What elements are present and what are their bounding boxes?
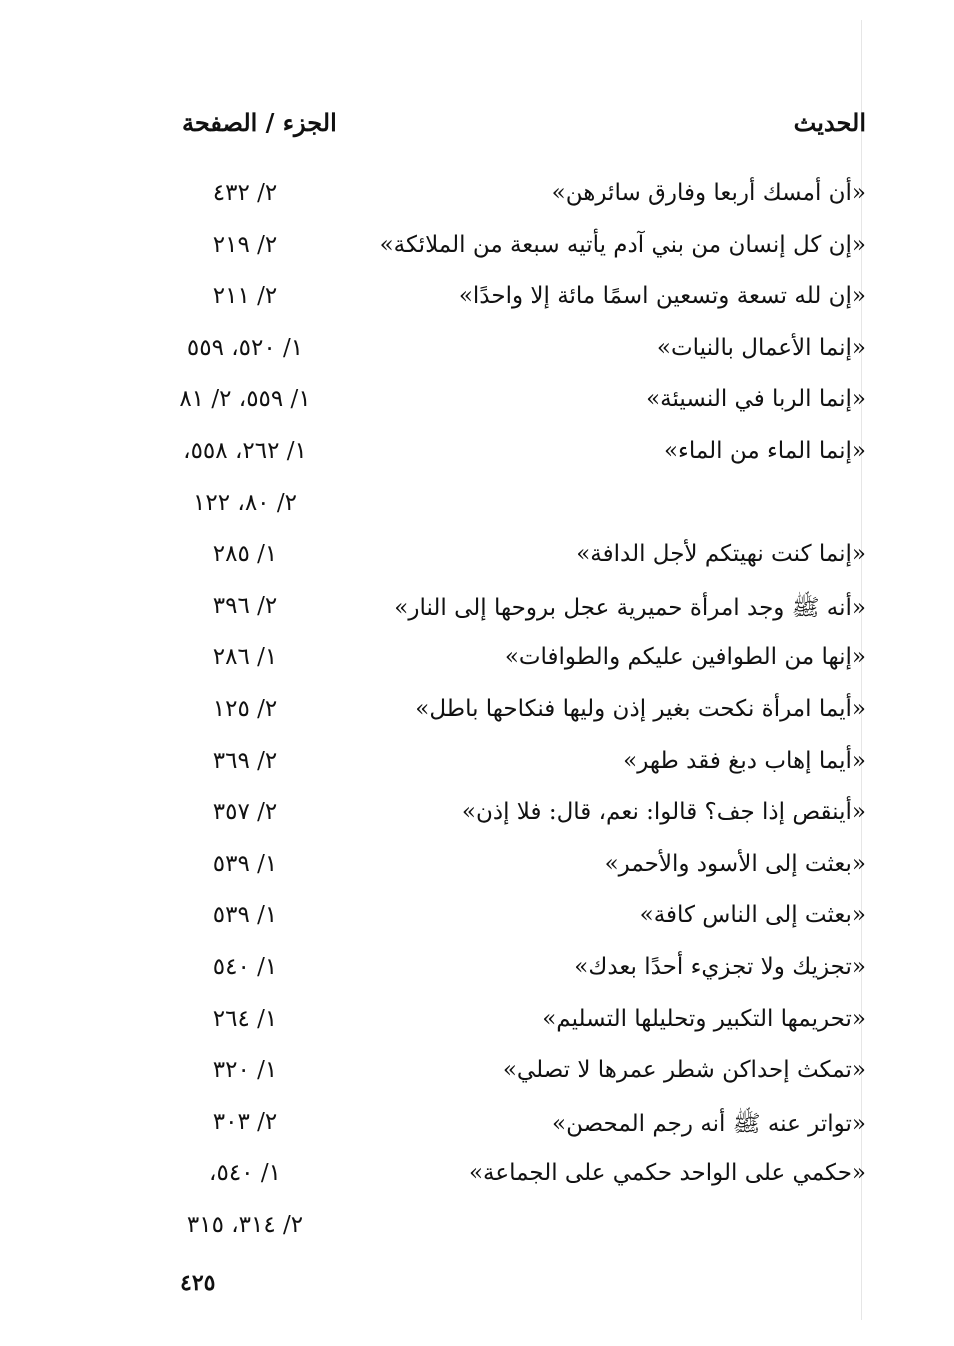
volume-page-reference: ١/ ٢٦٤	[212, 1005, 278, 1032]
hadith-text: «إنما الربا في النسيئة»	[646, 386, 866, 413]
index-row	[0, 430, 954, 482]
hadith-text: «إنما الأعمال بالنيات»	[656, 334, 866, 361]
hadith-text: «تمكث إحداكن شطر عمرها لا تصلي»	[502, 1057, 866, 1084]
index-row	[0, 275, 954, 327]
page-number: ٤٢٥	[180, 1270, 216, 1296]
index-row	[0, 224, 954, 276]
hadith-text: «إنها من الطوافين عليكم والطوافات»	[504, 644, 866, 671]
volume-page-reference: ٢/ ٢١١	[212, 283, 278, 310]
index-row	[0, 1049, 954, 1101]
volume-page-reference: ١/ ٢٨٥	[212, 541, 278, 568]
index-row	[0, 998, 954, 1050]
volume-page-reference: ٢/ ٣٩٦	[212, 592, 278, 619]
hadith-text: «أن أمسك أربعا وفارق سائرهن»	[551, 180, 866, 206]
hadith-text: «أيما إهاب دبغ فقد طهر»	[623, 747, 866, 774]
index-row	[0, 327, 954, 379]
reference-column-heading: الجزء / الصفحة	[182, 108, 337, 137]
hadith-text: «إن كل إنسان من بني آدم يأتيه سبعة من الملائكة»	[379, 231, 866, 258]
index-row	[0, 1204, 954, 1256]
index-row	[0, 791, 954, 843]
hadith-text: «بعثت إلى الأسود والأحمر»	[604, 850, 866, 877]
index-row	[0, 585, 954, 637]
volume-page-reference: ١/ ٥٥٩، ٢/ ٨١	[179, 386, 311, 413]
hadith-text: «تواتر عنه ﷺ أنه رجم المحصن»	[552, 1110, 866, 1137]
volume-page-reference: ١/ ٥٣٩	[212, 902, 278, 929]
volume-page-reference: ٢/ ٢١٩	[212, 231, 278, 258]
hadith-text: «أنه ﷺ وجد امرأة حميرية عجل بروحها إلى النار»	[394, 594, 866, 621]
volume-page-reference: ١/ ٥٤٠،	[209, 1160, 281, 1187]
index-row	[0, 894, 954, 946]
volume-page-reference: ١/ ٢٨٦	[212, 644, 278, 671]
hadith-text: «إنما الماء من الماء»	[663, 437, 866, 464]
hadith-text: «بعثت إلى الناس كافة»	[639, 902, 866, 929]
index-row	[0, 843, 954, 895]
index-row	[0, 1101, 954, 1153]
volume-page-reference: ٢/ ٣٥٧	[212, 799, 278, 826]
index-row	[0, 172, 954, 224]
volume-page-reference: ١/ ٥٣٩	[212, 850, 278, 877]
volume-page-reference: ١/ ٥٤٠	[212, 953, 278, 980]
index-row	[0, 946, 954, 998]
volume-page-reference: ١/ ٥٢٠، ٥٥٩	[186, 334, 304, 361]
volume-page-reference: ٢/ ٣٦٩	[212, 747, 278, 774]
index-row	[0, 533, 954, 585]
hadith-text: «إنما كنت نهيتكم لأجل الدافة»	[576, 541, 866, 568]
index-row	[0, 688, 954, 740]
volume-page-reference: ٢/ ٤٣٢	[212, 180, 278, 206]
volume-page-reference: ٢/ ٣٠٣	[212, 1108, 278, 1135]
hadith-index-list	[0, 172, 954, 1255]
volume-page-reference: ١/ ٢٦٢، ٥٥٨،	[183, 437, 307, 464]
volume-page-reference: ٢/ ١٢٥	[212, 695, 278, 722]
hadith-text: «إن لله تسعة وتسعين اسمًا مائة إلا واحدًا»	[458, 283, 866, 310]
hadith-text: «أينقص إذا جف؟ قالوا: نعم، قال: فلا إذن»	[461, 799, 866, 826]
index-row	[0, 1152, 954, 1204]
hadith-text: «تحريمها التكبير وتحليلها التسليم»	[542, 1005, 866, 1032]
index-row	[0, 636, 954, 688]
hadith-text: «حكمي على الواحد حكمي على الجماعة»	[468, 1160, 866, 1187]
volume-page-reference: ١/ ٣٢٠	[212, 1057, 278, 1084]
index-row	[0, 740, 954, 792]
hadith-text: «أيما امرأة نكحت بغير إذن وليها فنكاحها باطل»	[415, 695, 866, 722]
index-row	[0, 378, 954, 430]
volume-page-reference: ٢/ ٨٠، ١٢٢	[193, 489, 297, 516]
volume-page-reference: ٢/ ٣١٤، ٣١٥	[186, 1211, 304, 1238]
index-row	[0, 482, 954, 534]
hadith-text: «تجزيك ولا تجزيء أحدًا بعدك»	[574, 953, 866, 980]
column-header	[0, 108, 954, 148]
hadith-column-heading: الحديث	[793, 108, 866, 137]
